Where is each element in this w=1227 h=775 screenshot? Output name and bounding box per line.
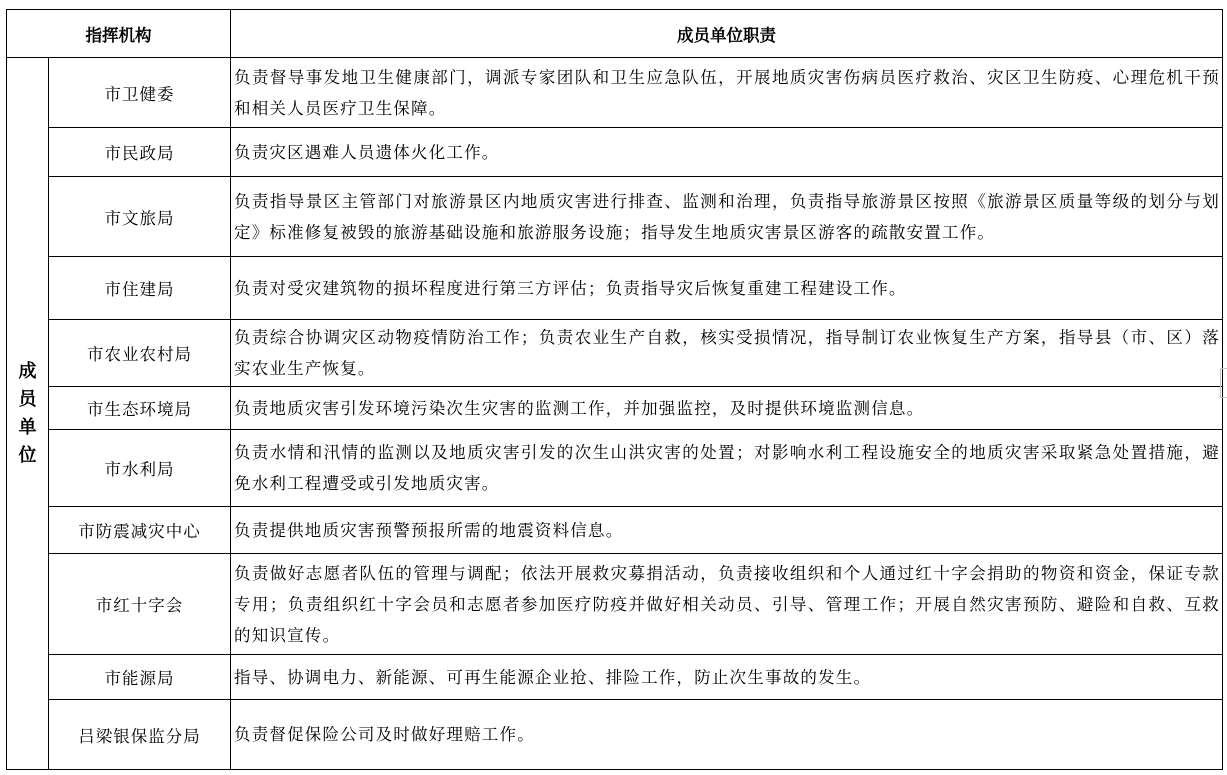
unit-name: 市水利局 bbox=[49, 430, 231, 507]
unit-name: 市卫健委 bbox=[49, 58, 231, 128]
unit-duty: 负责做好志愿者队伍的管理与调配；依法开展救灾募捐活动，负责接收组织和个人通过红十字会捐助的物资和资金，保证专款专用；负责组织红十字会员和志愿者参加医疗防疫并做好相关动员、引导、管理工作；开展自然灾害预防、避险和自救、互救的知识宣传。 bbox=[231, 554, 1223, 655]
duties-document bbox=[6, 9, 1222, 767]
group-label-char: 单 bbox=[18, 416, 37, 438]
header-command-org: 指挥机构 bbox=[7, 10, 231, 58]
member-duties-table bbox=[6, 9, 1223, 770]
unit-name: 市文旅局 bbox=[49, 177, 231, 257]
table-row bbox=[7, 700, 1223, 770]
unit-name: 市住建局 bbox=[49, 257, 231, 320]
unit-duty: 负责指导景区主管部门对旅游景区内地质灾害进行排查、监测和治理，负责指导旅游景区按照《旅游景区质量等级的划分与划定》标准修复被毁的旅游基础设施和旅游服务设施；指导发生地质灾害景区游客的疏散安置工作。 bbox=[231, 177, 1223, 257]
unit-duty: 负责督促保险公司及时做好理赔工作。 bbox=[231, 700, 1223, 770]
unit-duty: 负责综合协调灾区动物疫情防治工作；负责农业生产自救，核实受损情况，指导制订农业恢复生产方案，指导县（市、区）落实农业生产恢复。 bbox=[231, 320, 1223, 387]
group-label-char: 成 bbox=[18, 360, 37, 382]
table-row bbox=[7, 257, 1223, 320]
unit-name: 吕梁银保监分局 bbox=[49, 700, 231, 770]
unit-name: 市红十字会 bbox=[49, 554, 231, 655]
unit-duty: 负责水情和汛情的监测以及地质灾害引发的次生山洪灾害的处置；对影响水利工程设施安全的地质灾害采取紧急处置措施，避免水利工程遭受或引发地质灾害。 bbox=[231, 430, 1223, 507]
table-row bbox=[7, 177, 1223, 257]
unit-name: 市防震减灾中心 bbox=[49, 507, 231, 554]
table-row bbox=[7, 507, 1223, 554]
table-row bbox=[7, 430, 1223, 507]
table-header-row bbox=[7, 10, 1223, 58]
table-row bbox=[7, 128, 1223, 177]
table-row bbox=[7, 320, 1223, 387]
group-label-char: 员 bbox=[18, 388, 37, 410]
unit-name: 市能源局 bbox=[49, 655, 231, 700]
header-duties: 成员单位职责 bbox=[231, 10, 1223, 58]
table-row bbox=[7, 58, 1223, 128]
table-row bbox=[7, 655, 1223, 700]
unit-duty: 负责地质灾害引发环境污染次生灾害的监测工作，并加强监控，及时提供环境监测信息。 bbox=[231, 387, 1223, 430]
unit-name: 市农业农村局 bbox=[49, 320, 231, 387]
unit-duty: 负责灾区遇难人员遗体火化工作。 bbox=[231, 128, 1223, 177]
group-label-char: 位 bbox=[18, 444, 37, 466]
unit-duty: 负责督导事发地卫生健康部门，调派专家团队和卫生应急队伍，开展地质灾害伤病员医疗救治、灾区卫生防疫、心理危机干预和相关人员医疗卫生保障。 bbox=[231, 58, 1223, 128]
unit-duty: 指导、协调电力、新能源、可再生能源企业抢、排险工作，防止次生事故的发生。 bbox=[231, 655, 1223, 700]
scroll-marker bbox=[1220, 368, 1227, 398]
unit-name: 市生态环境局 bbox=[49, 387, 231, 430]
unit-duty: 负责提供地质灾害预警预报所需的地震资料信息。 bbox=[231, 507, 1223, 554]
table-row bbox=[7, 554, 1223, 655]
unit-duty: 负责对受灾建筑物的损坏程度进行第三方评估；负责指导灾后恢复重建工程建设工作。 bbox=[231, 257, 1223, 320]
table-row bbox=[7, 387, 1223, 430]
group-label bbox=[7, 58, 49, 770]
unit-name: 市民政局 bbox=[49, 128, 231, 177]
